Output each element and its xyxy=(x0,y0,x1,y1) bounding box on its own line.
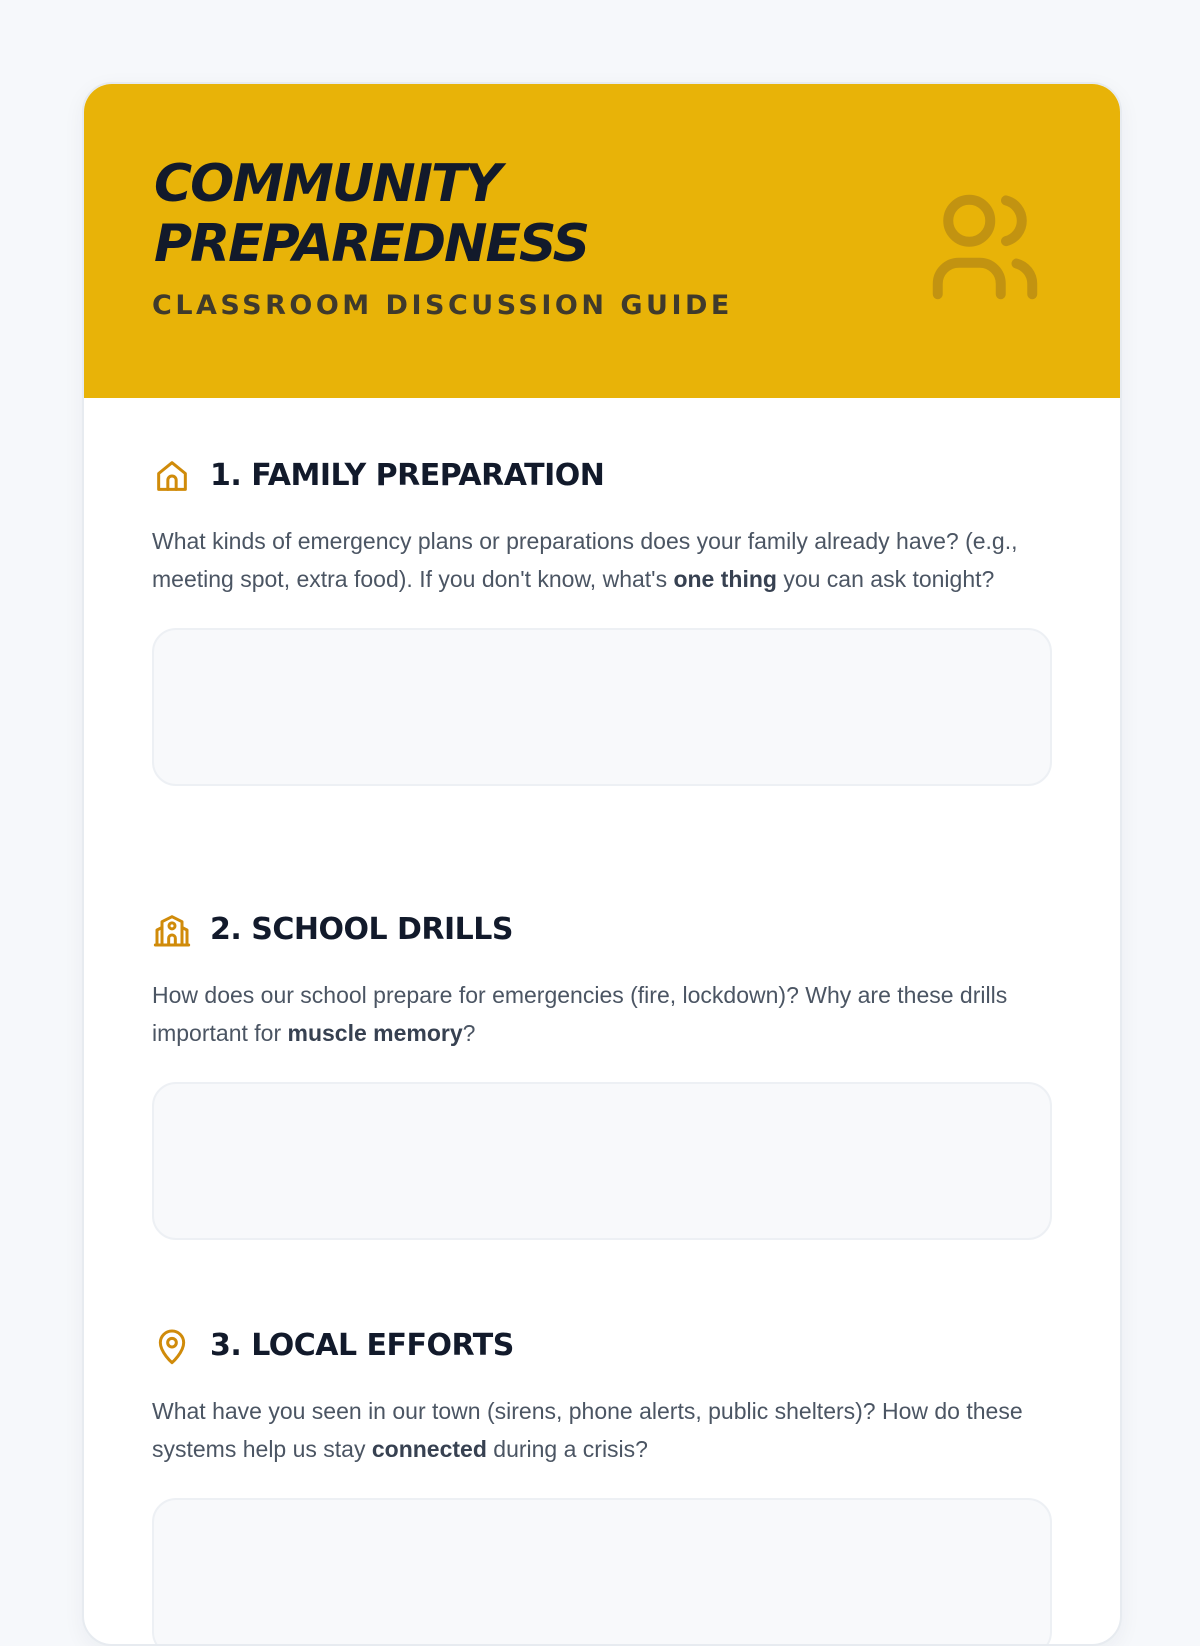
prompt-emphasis: muscle memory xyxy=(287,1020,463,1046)
school-drills-answer-field[interactable] xyxy=(152,1082,1052,1240)
section-prompt xyxy=(152,976,1052,1052)
prompt-text: during a crisis? xyxy=(486,1436,648,1462)
section-title-row xyxy=(152,910,1052,950)
section-prompt xyxy=(152,522,1052,598)
page-title xyxy=(154,154,588,274)
prompt-emphasis: one thing xyxy=(673,566,777,592)
prompt-emphasis: connected xyxy=(371,1436,487,1462)
users-icon xyxy=(922,184,1048,310)
section-title-row xyxy=(152,1326,1052,1366)
discussion-guide-card xyxy=(82,82,1122,1646)
family-preparation-answer-field[interactable] xyxy=(152,628,1052,786)
section-school-drills xyxy=(152,910,1052,1240)
guide-header xyxy=(84,84,1120,398)
school-icon xyxy=(152,910,192,950)
section-heading: 2. SCHOOL DRILLS xyxy=(210,912,514,947)
prompt-text: How does our school prepare for emergencies (fire, lockdown)? Why are these drills important for xyxy=(152,982,1008,1046)
map-pin-icon xyxy=(152,1326,192,1366)
section-prompt xyxy=(152,1392,1052,1468)
section-local-efforts xyxy=(152,1326,1052,1646)
home-icon xyxy=(152,456,192,496)
section-title-row xyxy=(152,456,1052,496)
prompt-text: What have you seen in our town (sirens, phone alerts, public shelters)? How do these systems help us stay xyxy=(152,1398,1023,1462)
local-efforts-answer-field[interactable] xyxy=(152,1498,1052,1646)
page-title-line-1: COMMUNITY xyxy=(154,154,501,214)
section-heading: 3. LOCAL EFFORTS xyxy=(210,1328,514,1363)
prompt-text: ? xyxy=(462,1020,476,1046)
prompt-text: What kinds of emergency plans or preparations does your family already have? (e.g., meeting spot, extra food). If you don't know, what's xyxy=(152,528,1018,592)
page-title-line-2: PREPAREDNESS xyxy=(154,214,589,274)
section-heading: 1. FAMILY PREPARATION xyxy=(210,458,605,493)
prompt-text: you can ask tonight? xyxy=(776,566,995,592)
section-family-preparation xyxy=(152,456,1052,786)
page-subtitle: CLASSROOM DISCUSSION GUIDE xyxy=(152,290,733,321)
